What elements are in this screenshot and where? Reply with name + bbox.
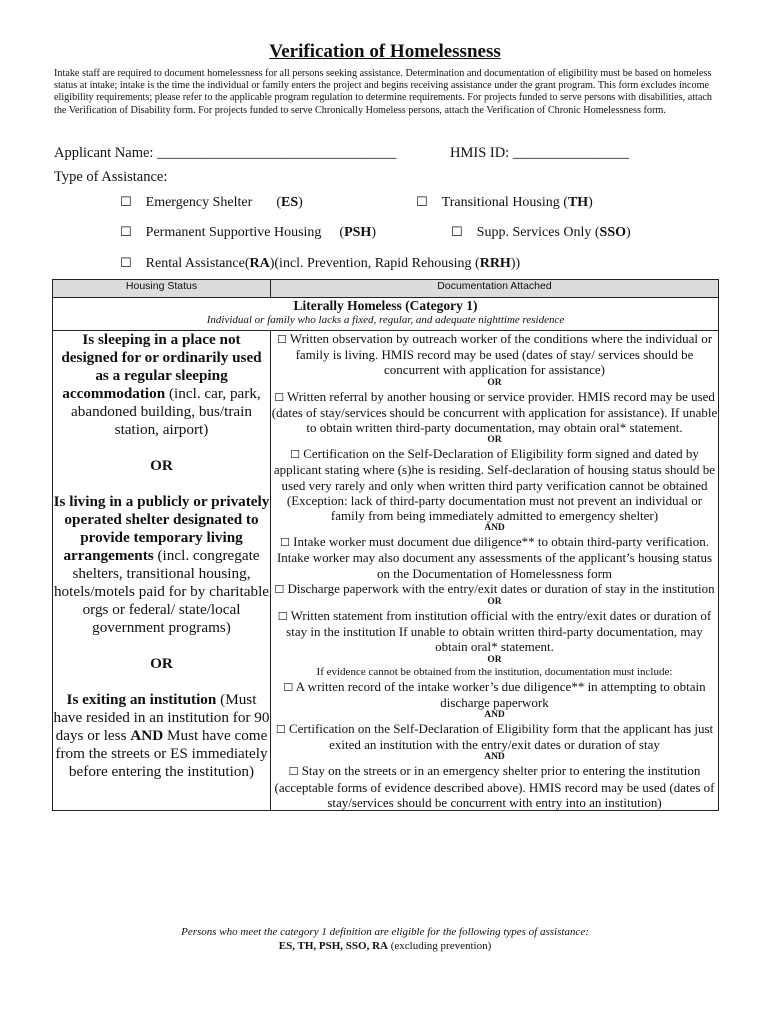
checkbox-icon[interactable]: ☐: [451, 225, 463, 240]
applicant-name-input[interactable]: _________________________________: [157, 145, 397, 161]
status-or: OR: [150, 655, 173, 672]
option-code-rrh: RRH: [479, 256, 511, 271]
option-text: Emergency Shelter: [145, 195, 253, 210]
option-rental-assistance[interactable]: ☐ Rental Assistance(RA)(incl. Prevention, Rapid Rehousing (RRH)): [120, 256, 521, 271]
option-transitional-housing[interactable]: ☐ Transitional Housing (TH): [416, 195, 593, 210]
option-suffix: )): [510, 256, 521, 271]
applicant-name-label: Applicant Name:: [54, 145, 154, 161]
doc-item: ☐ Certification on the Self-Declaration of Eligibility form signed and dated by applicant stating where (s)he is residing. Self-declaration of housing status should be used very rarely and only when written third party verification cannot be obtained (Exception: lack of third-party documentation must not prevent an individual or family from being immediately admitted to emergency shelter): [273, 446, 716, 524]
doc-item: ☐ Certification on the Self-Declaration of Eligibility form that the applicant has just exited an institution with the entry/exit dates or duration of stay: [275, 721, 714, 753]
hmis-id-field: [450, 145, 629, 162]
assistance-type-label: Type of Assistance:: [54, 169, 168, 185]
option-code: SSO: [599, 225, 627, 240]
footer-line1: Persons who meet the category 1 definition are eligible for the following types of assistance:: [181, 926, 589, 938]
doc-item: ☐ Stay on the streets or in an emergency shelter prior to entering the institution (acceptable forms of evidence described above). HMIS record may be used (dates of stay/services should be concurrent with entry into an institution): [274, 763, 715, 810]
documentation-table: [52, 279, 719, 811]
status-shelter: Is living in a publicly or privately operated shelter designated to provide temporary living arrangements (incl. congregate shelters, transitional housing, hotels/motels paid for by charitable orgs or federal/ state/local government programs): [53, 493, 270, 636]
checkbox-icon[interactable]: ☐: [120, 195, 132, 210]
option-code: TH: [567, 195, 589, 210]
and-separator: AND: [484, 752, 505, 763]
checkbox-icon[interactable]: ☐: [275, 723, 286, 737]
doc-item: ☐ Intake worker must document due diligence** to obtain third-party verification. Intake worker may also document any assessments of the applicant’s housing status on the Documentation of Homelessness form: [276, 534, 713, 581]
checkbox-icon[interactable]: ☐: [277, 610, 288, 624]
hmis-id-label: HMIS ID:: [450, 145, 510, 161]
housing-status-cell: [53, 331, 271, 811]
hmis-id-input[interactable]: ________________: [512, 145, 629, 161]
checkbox-icon[interactable]: ☐: [288, 765, 299, 779]
doc-item: ☐ Written referral by another housing or service provider. HMIS record may be used (dates of stay/services should be concurrent with application for assistance). If unable to obtain written third-party documentation, may obtain oral* statement.: [271, 388, 718, 436]
checkbox-icon[interactable]: ☐: [274, 582, 285, 596]
checkbox-icon[interactable]: ☐: [280, 536, 290, 550]
doc-item: ☐ A written record of the intake worker’s due diligence** in attempting to obtain discharge paperwork: [283, 678, 706, 710]
checkbox-icon[interactable]: ☐: [276, 333, 287, 346]
option-text: Rental Assistance: [145, 256, 245, 271]
option-emergency-shelter[interactable]: ☐ Emergency Shelter (ES): [120, 195, 303, 210]
doc-item: ☐ Discharge paperwork with the entry/exit dates or duration of stay in the institution: [274, 580, 715, 596]
header-documentation: Documentation Attached: [271, 280, 719, 298]
option-supp-services[interactable]: ☐ Supp. Services Only (SSO): [451, 225, 631, 240]
page-title: Verification of Homelessness: [269, 41, 501, 62]
checkbox-icon[interactable]: ☐: [416, 195, 428, 210]
header-housing-status: Housing Status: [53, 280, 271, 298]
option-code: ES: [280, 195, 299, 210]
doc-item: ☐ Written statement from institution official with the entry/exit dates or duration of stay in the institution If unable to obtain written third-party documentation, may obtain oral* statement.: [277, 608, 712, 655]
doc-item: ☐ Written observation by outreach worker of the conditions where the individual or family is living. HMIS record may be used (dates of stay/ services should be concurrent with application for assistance): [276, 331, 713, 378]
applicant-name-field: [54, 145, 396, 162]
checkbox-icon[interactable]: ☐: [290, 448, 300, 462]
category-subtitle: Individual or family who lacks a fixed, regular, and adequate nighttime residence: [206, 314, 565, 326]
eligibility-footer: [0, 925, 770, 953]
checkbox-icon[interactable]: ☐: [120, 256, 132, 271]
option-code: PSH: [344, 225, 372, 240]
category-title: Literally Homeless (Category 1): [293, 298, 478, 313]
checkbox-icon[interactable]: ☐: [283, 680, 294, 694]
or-separator: OR: [487, 654, 502, 665]
checkbox-icon[interactable]: ☐: [274, 390, 284, 404]
option-code: RA: [249, 256, 270, 271]
or-separator: OR: [487, 435, 502, 446]
and-separator: AND: [484, 710, 505, 721]
intro-paragraph: Intake staff are required to document homelessness for all persons seeking assistance. Determination and documentation of eligibility must be based on homeless status at intake; intake is the time the individual or family enters the project and begins receiving assistance under the grant program. This form excludes income eligibility requirements; please refer to the applicable program regulation to determine requirements. For projects funded to serve persons with disabilities, attach the Verification of Disability form. For projects funded to serve Chronically Homeless persons, attach the Verification of Chronic Homelessness form.: [54, 68, 713, 116]
option-text: Transitional Housing: [441, 195, 560, 210]
doc-note: If evidence cannot be obtained from the institution, documentation must include:: [316, 665, 673, 678]
status-or: OR: [150, 457, 173, 474]
option-suffix: (incl. Prevention, Rapid Rehousing (: [274, 256, 480, 271]
documentation-cell: [271, 331, 719, 811]
and-separator: AND: [484, 523, 505, 534]
footer-line2: ES, TH, PSH, SSO, RA (excluding prevention): [278, 940, 492, 952]
option-text: Permanent Supportive Housing: [145, 225, 322, 240]
checkbox-icon[interactable]: ☐: [120, 225, 132, 240]
status-institution: Is exiting an institution (Must have resided in an institution for 90 days or less AND Must have come from the streets or ES immediately before entering the institution): [53, 691, 270, 780]
option-text: Supp. Services Only: [476, 225, 592, 240]
or-separator: OR: [487, 377, 502, 388]
option-permanent-supportive-housing[interactable]: ☐ Permanent Supportive Housing (PSH): [120, 225, 376, 240]
category-header: [53, 298, 719, 331]
or-separator: OR: [487, 597, 502, 608]
status-sleeping: Is sleeping in a place not designed for or ordinarily used as a regular sleeping accommodation (incl. car, park, abandoned building, bus/train station, airport): [61, 331, 262, 438]
